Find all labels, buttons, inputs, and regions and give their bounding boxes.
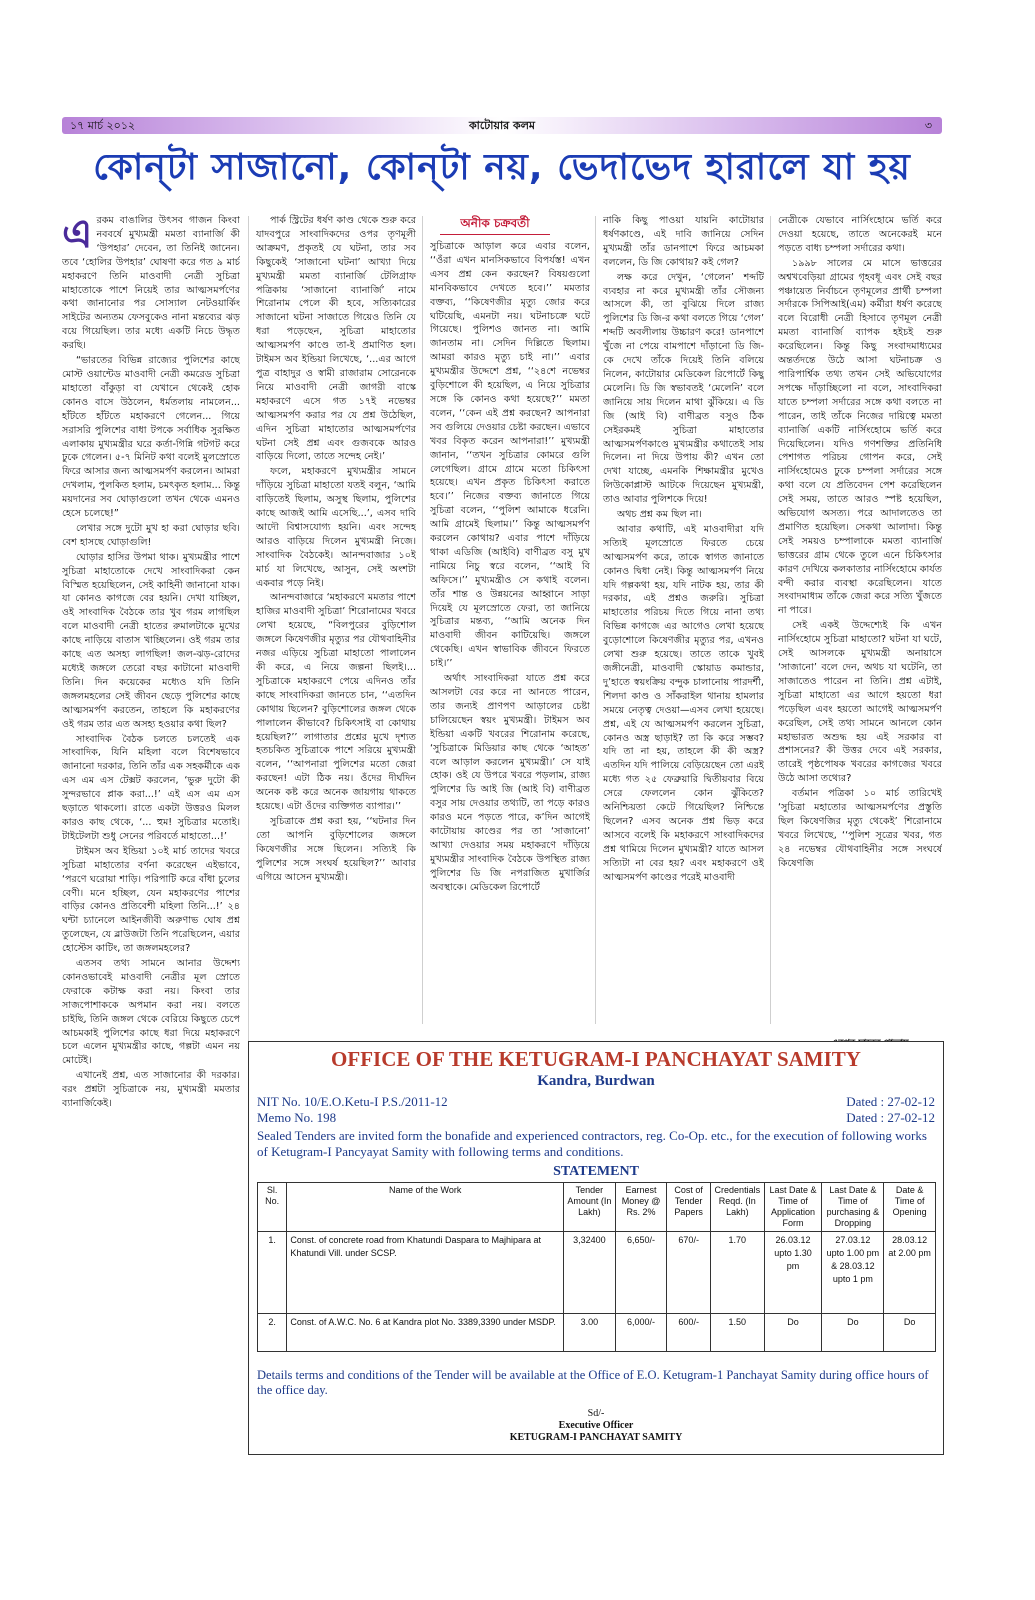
memo-date: Dated : 27-02-12 — [846, 1110, 935, 1125]
cell-application: 26.03.12 upto 1.30 pm — [764, 1232, 822, 1314]
cell-cost: 600/- — [667, 1314, 711, 1352]
paragraph: বর্তমান পত্রিকা ১০ মার্চ তারিখেই ‘সুচিত্রা মহাতোর আত্মসমর্পণের প্রস্তুতি ছিল কিষেণজির মৃত্যু থেকেই’ শিরোনামে খবরে লিখেছে, ‘‘পুলিশ সূত্রের খবর, গত ২৪ নভেম্বর যৌথবাহিনীর সঙ্গে সংঘর্ষে কিষেণজি — [778, 788, 942, 869]
cell-opening: Do — [884, 1314, 936, 1352]
table-header-row — [258, 1183, 936, 1232]
paper-name: কাটোয়ার কলম — [468, 119, 536, 132]
cell-purchase: Do — [822, 1314, 884, 1352]
paragraph: এখানেই প্রশ্ন, এত সাজানোর কী দরকার। বরং প্রশ্নটা সুচিত্রাকে নয়, মুখ্যমন্ত্রী মমতার ব্যানার্জিকেই। — [62, 1070, 240, 1110]
cell-sl: 1. — [258, 1232, 287, 1314]
paragraph: সুচিত্রাকে আড়াল করে এবার বলেন, ‘‘ওঁরা এখন মানসিকভাবে বিপর্যস্ত! এখন এসব প্রশ্ন কেন করছেন? বিষয়গুলো মানবিকভাবে দেখতে হবে।’’ মমতার বক্তব্য, ‘‘কিষেণজীর মৃত্যু জোর করে ঘটিয়েছি, এমনটা নয়। ঘটনাচক্রে ঘটে গিয়েছে। পুলিশও জানত না। আমি জানতাম না। সেদিন দিল্লিতে ছিলাম। আমরা কারও মৃত্যু চাই না।’’ এবার মুখ্যমন্ত্রীর উদ্দেশে প্রশ্ন, ‘‘২৪শে নভেম্বর বুড়িশোলে কী হয়েছিল, এ নিয়ে সুচিত্রার সঙ্গে কি কোনও কথা হয়েছে?’’ মমতা বলেন, ‘‘কেন এই প্রশ্ন করছেন? আপনারা সব গুলিয়ে দেওয়ার চেষ্টা করছেন। এভাবে খবর বিকৃত করেন আপনারা!’’ মুখ্যমন্ত্রী জানান, ‘‘তখন সুচিত্রার কোমরে গুলি লেগেছিল। গ্রামে গ্রামে মতো চিকিৎসা হয়েছে। এখন প্রকৃত চিকিৎসা করাতে হবে।’’ নিজের বক্তব্য জানাতে গিয়ে সুচিত্রা বলেন, ‘‘পুলিশ আমাকে ধরেনি। আমি গ্রামেই ছিলাম।’’ কিন্তু আত্মসমর্পণ করলেন কোথায়? এবার পাশে দাঁড়িয়ে থাকা এডিজি (আইবি) বাণীব্রত বসু মুখ নামিয়ে নিচু স্বরে বলেন, ‘‘আই বি অফিসে।’’ মুখ্যমন্ত্রীও সে কথাই বলেন। তাঁর শান্ত ও উন্নয়নের আহ্বানে সাড়া দিয়েই যে মূলস্রোতে ফেরা, তা জানিয়ে সুচিত্রার মন্তব্য, ‘‘আমি অনেক দিন মাওবাদী জীবন কাটিয়েছি। জঙ্গলে থেকেছি। এখন স্বাভাবিক জীবনে ফিরতে চাই।’’ — [430, 241, 590, 670]
paragraph: অথচ প্রশ্ন কম ছিল না। — [617, 509, 702, 521]
column-divider — [595, 216, 596, 1024]
author-byline: অনীক চক্রবর্তী — [460, 216, 530, 230]
article-column-2 — [256, 214, 416, 1032]
drop-cap: এ — [62, 214, 93, 257]
tender-intro: Sealed Tenders are invited form the bonafide and experienced contractors, reg. Co-Op. etc., for the execution of following works of Ketugram-I Pancyayat Samity with following terms and conditions. — [257, 1128, 927, 1159]
cell-credentials: 1.70 — [710, 1232, 764, 1314]
tender-footer: Details terms and conditions of the Tender will be available at the Office of E.O. Ketugram-1 Panchayat Samity during office hours of the office day. — [257, 1368, 929, 1397]
paragraph: নাকি কিছু পাওয়া যায়নি কাটোয়ার ধর্ষণকাণ্ডে, এই দাবি জানিয়ে সেদিন মুখ্যমন্ত্রী তাঁর ডানপাশে ফিরে আচমকা বললেন, ডি জি কোথায়? কই গেল? — [603, 215, 764, 268]
cell-sl: 2. — [258, 1314, 287, 1352]
tender-table — [257, 1182, 936, 1352]
cell-earnest: 6,650/- — [615, 1232, 667, 1314]
column-header: Earnest Money @ Rs. 2% — [615, 1183, 667, 1232]
headline: কোন্‌টা সাজানো, কোন্‌টা নয়, ভেদাভেদ হারালে যা হয় — [93, 147, 911, 188]
page-number: ৩ — [924, 119, 932, 132]
paragraph: সুচিত্রাকে প্রশ্ন করা হয়, ‘‘ঘটনার দিন তো আপনি বুড়িশোলের জঙ্গলে কিষেণজীর সঙ্গে ছিলেন। সত্যিই কি পুলিশের সঙ্গে সংঘর্ষ হয়েছিল?’’ আবার এগিয়ে আসেন মুখ্যমন্ত্রী। — [256, 815, 416, 883]
cell-amount: 3.00 — [564, 1314, 616, 1352]
paragraph: সেই একই উদ্দেশ্যেই কি এখন নার্সিংহোমে সুচিত্রা মাহাতো? ঘটনা যা ঘটে, সেই আসলকে মুখ্যমন্ত্রী অনায়াসে ‘সাজানো’ বলে দেন, অথচ যা ঘটেনি, তা সাজাতেও পারেন না তিনি। প্রশ্ন এটাই, সুচিত্রা মাহাতো এর আগে হয়তো ধরা পড়েছিল এবং হয়তো আগেই আত্মসমর্পণ করেছিল, সেই তথ্য সামনে আনলে কোন মহাভারত অশুদ্ধ হয় এই সরকার বা প্রশাসনের? কী উত্তর দেবে এই সরকার, তারেই পৃষ্ঠপোষক খবরের কাগজের খবরে উঠে আসা তথ্যের? — [778, 620, 942, 785]
column-divider — [422, 216, 423, 1024]
column-divider — [770, 216, 771, 1024]
tender-title: OFFICE OF THE KETUGRAM-I PANCHAYAT SAMITY — [331, 1047, 861, 1071]
cell-application: Do — [764, 1314, 822, 1352]
paragraph: রকম বাঙালির উৎসব গাজন কিংবা নববর্ষে মুখ্যমন্ত্রী মমতা ব্যানার্জি কী ‘উপহার’ দেবেন, তা তিনিই জানেন। তবে ‘হোলির উপহার’ ঘোষণা করে গত ৯ মার্চ মহাকরণে তিনি মাওবাদী নেত্রী সুচিত্রা মাহাতোকে পাশে নিয়েই তার আত্মসমর্পণের কথা জানানোর পর সোস্যাল নেটওয়ার্কিং সাইটের অন্যতম ফেসবুকেও নানা মন্তব্যের ঝড় বয়ে গিয়েছিল। তার মধ্যে একটি নিচে উদ্ধৃত করছি। — [62, 215, 240, 352]
issue-date: ১৭ মার্চ ২০১২ — [70, 119, 136, 132]
paragraph: সাংবাদিক বৈঠক চলতে চলতেই এক সাংবাদিক, যিনি মহিলা বলে বিশেষভাবে জানানো দরকার, তিনি তাঁর এক সহকর্মীকে এক এস এম এস টেক্সট করলেন, ‘ভুরু দুটো কী সুন্দরভাবে প্লাক করা...!’ এই এস এম এস ছড়াতে থাকলো। রাতে একটা উত্তরও মিলল কারও কাছ থেকে, ‘... হুম! সুচিত্রার মতোই। টাইটেলটা শুধু সেনের পরিবর্তে মাহাতো...!’ — [62, 733, 240, 842]
column-header: Credentials Reqd. (In Lakh) — [710, 1183, 764, 1232]
paragraph: “ভারতের বিভিন্ন রাজ্যের পুলিশের কাছে মোস্ট ওয়ান্টেড মাওবাদী নেত্রী কমরেড সুচিত্রা মাহাতো বাঁকুড়া বা যেখানে থেকেই হোক কোনও বাসে উঠলেন, ধর্মতলায় নামলেন... হাঁটতে হাঁটতে মহাকরণে গেলেন... গিয়ে সরাসরি পুলিশের বাধা টপকে সর্বাধিক সুরক্ষিত এলাকায় মুখ্যমন্ত্রীর ঘরে কর্তা-গিন্নি গটগট করে ঢুকে গেলেন। ৫-৭ মিনিট কথা বলেই মুলস্রোতে ফিরে আসার জন্য আত্মসমর্পণ করলেন। আমরা দেখলাম, পুলকিত হলাম, চমৎকৃত হলাম... কিন্তু ময়দানের সব ঘোড়াগুলো তখন থেকে এমনও হেসে চলেছে!” — [62, 355, 240, 520]
signature: Sd/- — [587, 1408, 605, 1419]
paragraph: লক্ষ করে দেখুন, ‘গেলেন’ শব্দটি ব্যবহার না করে মুখ্যমন্ত্রী তাঁর সৌজন্য আসলে কী, তা বুঝিয়ে দিলে রাজ্য পুলিশের ডি জি-র কথা বলতে গিয়ে ‘গেল’ শব্দটি অবলীলায় উচ্চারণ করে! ডানপাশে খুঁজে না পেয়ে বামপাশে দাঁড়ানো ডি জি-কে দেখে তাঁকে দিয়েই তিনি বলিয়ে নিলেন, কাটোয়ার মেডিকেল রিপোর্টে কিছু মেলেনি। ডি জি স্বভাবতই ‘মেলেনি’ বলে জানিয়ে সায় দিলেন মাথা ঝুঁকিয়ে। এ ডি জি (আই বি) বাণীব্রত বসুও ঠিক সেইরকমই সুচিত্রা মাহাতোর আত্মসমর্পণকাণ্ডে মুখ্যমন্ত্রীর কথাতেই সায় দিলেন। না দিয়ে উপায় কী? এখন তো দেখা যাচ্ছে, এমনকি শিক্ষামন্ত্রীর মুখেও লিউকোপ্লাস্ট আটকে দিয়েছেন মুখ্যমন্ত্রী, তাও আবার পুলিশকে দিয়ে! — [603, 271, 764, 506]
column-header: Sl. No. — [258, 1183, 287, 1232]
paragraph: অর্থাৎ সাংবাদিকরা যাতে প্রশ্ন করে আসলটা বের করে না আনতে পারেন, তার জন্যই প্রাণপণ আড়ালের চেষ্টা চালিয়েছেন স্বয়ং মুখ্যমন্ত্রী। টাইমস অব ইন্ডিয়া একটি খবরের শিরোনাম করেছে, ‘সুচিত্রাকে মিডিয়ার কাছ থেকে ‘আহত’ বলে আড়াল করলেন মুখ্যমন্ত্রী।’ সে যাই হোক। ওই যে উপরে খবরে পড়লাম, রাজ্য পুলিশের ডি আই জি (আই বি) বাণীব্রত বসুর সায় দেওয়ার তথ্যটি, তা পড়ে কারও কারও মনে পড়তে পারে, ক’দিন আগেই কাটোয়ায় কাণ্ডের পর তা ‘সাজানো’ আখ্যা দেওয়ার সময় মহাকরণে দাঁড়িয়ে মুখ্যমন্ত্রীর সাংবাদিক বৈঠকে উপস্থিত রাজ্য পুলিশের ডি জি নপরাজিত মুখার্জির অবস্থাকে। মেডিকেল রিপোর্টে — [430, 673, 590, 893]
cell-credentials: 1.50 — [710, 1314, 764, 1352]
cell-opening: 28.03.12 at 2.00 pm — [884, 1232, 936, 1314]
article-column-3 — [430, 240, 590, 1032]
paragraph: ১৯৯৮ সালের মে মাসে ভাত্তরের অশ্বখবেড়িয়া গ্রামের গৃহবধূ এবং সেই বছর পঞ্চায়েত নির্বাচনে তৃণমূলের প্রার্থী চম্পলা সর্দারকে সিপিআই(এম) কর্মীরা ধর্ষণ করেছে বলে বিরোধী নেত্রী হিসাবে তৃণমূল নেত্রী মমতা ব্যানার্জি ব্যাপক হইচই শুরু করেছিলেন। কিন্তু কিছু সংবাদমাধ্যমের অন্তর্তদন্তে উঠে আসা ঘটনাচক্র ও পারিপার্শ্বিক তথ্য তখন সেই অভিযোগের সপক্ষে দাঁড়াচ্ছিলো না বলে, সাংবাদিকরা যাতে চম্পলা সর্দারের সঙ্গে কথা বলতে না পারেন, তাই তাঁকে নিজের দায়িত্বে মমতা ব্যানার্জি একটি নার্সিংহোমে ভর্তি করে দিয়েছিলেন। যদিও গণশক্তির প্রতিনিধি পেশাগত পরিচয় গোপন করে, সেই নার্সিংহোমেও ঢুকে চম্পলা সর্দারের সঙ্গে কথা বলে যে প্রতিবেদন পেশ করেছিলেন সেই সময়, তাতে আরও স্পষ্ট হয়েছিল, অভিযোগ অসত্য। পরে আদালতেও তা প্রমাণিত হয়েছিল। সেকথা আলাদা। কিন্তু সেই সময়ও চম্পালাকে মমতা ব্যানার্জি ভাত্তরের গ্রাম থেকে তুলে এনে চিকিৎসার কারণ দেখিয়ে কলকাতার নার্সিংহোমে কার্যত বন্দী করার ব্যবস্থা করেছিলেন। যাতে সংবাদমাধ্যম তাঁকে জেরা করে সত্যি খুঁজতে না পারে। — [778, 257, 942, 617]
column-header: Cost of Tender Papers — [667, 1183, 711, 1232]
cell-work: Const. of A.W.C. No. 6 at Kandra plot No. 3389,3390 under MSDP. — [287, 1314, 564, 1352]
cell-amount: 3,32400 — [564, 1232, 616, 1314]
page-header-bar — [62, 117, 942, 134]
column-header: Tender Amount (In Lakh) — [564, 1183, 616, 1232]
column-header: Last Date & Time of purchasing & Dropping — [822, 1183, 884, 1232]
paragraph: আনন্দবাজারে ‘মহাকরণে মমতার পাশে হাজির মাওবাদী সুচিত্রা’ শিরোনামের খবরে লেখা হয়েছে, “বিলপুরের বুড়িশোল জঙ্গলে কিষেণজীর মৃত্যুর পর যৌথবাহিনীর নজর এড়িয়ে সুচিত্রা মাহাতো পালালেন কী করে, এ নিয়ে জল্পনা ছিলই।... সুচিত্রাকে মহাকরণে পেয়ে এদিনও তাঁর কাছে সাংবাদিকরা জানতে চান, ‘‘এতদিন কোথায় ছিলেন? বুড়িশোলের জঙ্গল থেকে পালালেন কীভাবে? চিকিৎসাই বা কোথায় হয়েছিল?’’ লাগাতার প্রশ্নের মুখে দৃশ্যত হতচকিত সুচিত্রাকে পাশে সরিয়ে মুখ্যমন্ত্রী বলেন, ‘‘আপনারা পুলিশের মতো জেরা করছেন! এটা ঠিক নয়। ওঁদের দীর্ঘদিন অনেক কষ্ট করে অনেক জায়গায় থাকতে হয়েছে। এটা ওঁদের ব্যক্তিগত ব্যাপার।’’ — [256, 592, 416, 813]
paragraph: ফলে, মহাকরণে মুখ্যমন্ত্রীর সামনে দাঁড়িয়ে সুচিত্রা মাহাতো যতই বলুন, ‘আমি বাড়িতেই ছিলাম, অসুস্থ ছিলাম, পুলিশের কাছে আজই আমি এসেছি...’, এসব দাবি আদৌ বিশ্বাসযোগ্য হয়নি। এবং সন্দেহ আরও বাড়িয়ে দিলেন মুখ্যমন্ত্রী নিজে। সাংবাদিক বৈঠকেই। আনন্দবাজার ১০ই মার্চ যা লিখেছে, আসুন, সেই অংশটা একবার পড়ে নিই। — [256, 466, 416, 589]
article-column-5 — [778, 214, 942, 1034]
paragraph: আবার কথাটি, এই মাওবাদীরা যদি সত্যিই মূলস্রোতে ফিরতে চেয়ে আত্মসমর্পণ করে, তাকে স্বাগত জানাতে কোনও দ্বিধা নেই। কিন্তু আত্মসমর্পণ নিয়ে যদি গল্পকথা হয়, যদি নাটক হয়, তার কী দরকার, এই প্রশ্নও জরুরি। সুচিত্রা মাহাতোর পরিচয় দিতে গিয়ে নানা তথ্য বিভিন্ন কাগজে এর আগেও লেখা হয়েছে বুড়োশোলে কিষেণজীর মৃত্যুর পর, এখনও লেখা শুরু হয়েছে। তাতে তাকে খুবই জঙ্গীনেত্রী, মাওবাদী স্কোয়াড কমান্ডার, দু’হাতে স্বয়ংক্রিয় বন্দুক চালানোয় পারদর্শী, শিলদা কাণ্ড ও সাঁকরাইল থানায় হামলার সময়ে নেতৃত্ব দেওয়া—এসব লেখা হয়েছে। প্রশ্ন, এই যে আত্মসমর্পণ করলেন সুচিত্রা, কোনও অস্ত্র ছাড়াই? তা কি করে সম্ভব? যদি তা না হয়, তাহলে কী কী অস্ত্র? এতদিন যদি পালিয়ে বেড়িয়েছেন তো এরই মধ্যে গত ২৫ ফেব্রুয়ারি দ্বিতীয়বার বিয়ে সেরে ফেললেন কোন ঝুঁকিতে? অনিশ্চিয়তা কেটে গিয়েছিল? নিশ্চিন্তে ছিলেন? এসব অনেক প্রশ্ন ভিড় করে আসবে বলেই কি মহাকরণে সাংবাদিকদের প্রশ্ন থামিয়ে দিলেন মুখ্যমন্ত্রী? যাতে আসল সত্যিটা না বের হয়? এবং মহাকরণে ওই আত্মসমর্পণ কাণ্ডের পরেই মাওবাদী — [603, 523, 764, 883]
paragraph: টাইমস অব ইন্ডিয়া ১০ই মার্চ তাদের খবরে সুচিত্রা মাহাতোর বর্ণনা করেছেন এইভাবে, ‘পরণে ঘরোয়া শাড়ি। পরিপাটি করে বাঁধা চুলের বেণী। মনে হচ্ছিল, যেন মহাকরণের পাশের বাড়ির কোনও প্রতিবেশী মহিলা তিনি...!’ ২৪ ঘন্টা চ্যানেলে আইনজীবী অরুণাভ ঘোষ প্রশ্ন তুলেছেন, যে ব্লাউজটা তিনি পরেছিলেন, এয়ার হোস্টেস কাটিং, তা জঙ্গলমহলের? — [62, 845, 240, 955]
statement-label: STATEMENT — [553, 1164, 639, 1179]
officer-title: Executive Officer — [558, 1420, 634, 1431]
office-name: KETUGRAM-I PANCHAYAT SAMITY — [509, 1432, 683, 1443]
nit-number: NIT No. 10/E.O.Ketu-I P.S./2011-12 — [257, 1094, 448, 1109]
column-header: Name of the Work — [287, 1183, 564, 1232]
paragraph: পার্ক স্ট্রিটের ধর্ষণ কাণ্ড থেকে শুরু করে যাদবপুরে সাংবাদিকদের ওপর তৃণমূলী আক্রমণ, প্রকৃতই যে ঘটনা, তার সব কিছুকেই ‘সাজানো ঘটনা’ আখ্যা দিয়ে মুখ্যমন্ত্রী মমতা ব্যানার্জি টেলিগ্রাফ পত্রিকায় ‘সাজানো ব্যানার্জি’ নামে শিরোনাম পেলে কী হবে, সত্যিকারের সাজানো ঘটনা সাজাতে গিয়েও তিনি যে ধরা পড়েছেন, সুচিত্রা মাহাতোর আত্মসমর্পণ কাণ্ডে তা-ই প্রমাণিত হল। টাইমস অব ইন্ডিয়া লিখেছে, ‘...এর আগে পুত্র বাহাদুর ও স্বামী রাজারাম সোরেনকে নিয়ে মাওবাদী নেত্রী জাগরী বাস্কে মহাকরণে এসে গত ১৭ই নভেম্বর আত্মসমর্পণ করার পর যে প্রশ্ন উঠেছিল, এদিন সুচিত্রা মাহাতোর আত্মসমর্পণের ঘটনা সেই প্রশ্ন এবং গুজবকে আরও বাড়িয়ে দিলো, তাতে সন্দেহ নেই।’ — [256, 215, 416, 463]
paragraph: এতসব তথ্য সামনে আনার উদ্দেশ্য কোনওভাবেই মাওবাদী নেত্রীর মূল স্রোতে ফেরাকে কটাক্ষ করা নয়। কিংবা তার সাজপোশাককে অপমান করা নয়। বলতে চাইছি, তিনি জঙ্গল থেকে বেরিয়ে কিছুতে চেপে আচমকাই পুলিশের কাছে ধরা দিয়ে মহাকরণে চলে এলেন মুখ্যমন্ত্রীর কাছে, গল্পটা এমন নয় মোটেই। — [62, 958, 240, 1067]
article-column-1 — [62, 214, 240, 1456]
cell-cost: 670/- — [667, 1232, 711, 1314]
tender-location: Kandra, Burdwan — [537, 1073, 655, 1089]
paragraph: নেত্রীকে যেভাবে নার্সিংহোমে ভর্তি করে দেওয়া হয়েছে, তাতে অনেকেরই মনে পড়তে বাধ্য চম্পলা সর্দারের কথা। — [778, 215, 942, 254]
cell-earnest: 6,000/- — [615, 1314, 667, 1352]
cell-purchase: 27.03.12 upto 1.00 pm & 28.03.12 upto 1 pm — [822, 1232, 884, 1314]
byline-rule — [440, 234, 550, 235]
paragraph: লেখার সঙ্গে দুটো মুখ হা করা ঘোড়ার ছবি। বেশ হাসছে ঘোড়াগুলি! — [62, 522, 240, 548]
cell-work: Const. of concrete road from Khatundi Daspara to Majhipara at Khatundi Vill. under SCSP. — [287, 1232, 564, 1314]
nit-date: Dated : 27-02-12 — [846, 1094, 935, 1109]
table-row — [258, 1314, 936, 1352]
memo-number: Memo No. 198 — [257, 1110, 337, 1125]
column-header: Date & Time of Opening — [884, 1183, 936, 1232]
paragraph: ঘোড়ার হাসির উপমা থাক। মুখ্যমন্ত্রীর পাশে সুচিত্রা মাহাতোকে দেখে সাংবাদিকরা কেন বিস্মিত হয়েছিলেন, সেই কাহিনী জানানো যাক। যা কোনও কাগজে বের হয়নি। দেখা যাচ্ছিল, ওই সাংবাদিক বৈঠকে তার খুব গরম লাগছিল বলে মাওবাদী নেত্রী হাতের রুমালটাকে মুখের কাছে নাড়িয়ে বাতাস খাচ্ছিলেন। ওই গরম তার কাছে এত অসহ্য লাগছিল! জল-ঝড়-রোদের মধ্যেই জঙ্গলে তেরো বছর কাটানো মাওবাদী তিনি। দিন কয়েকের মধ্যেও যদি তিনি জঙ্গলমহলের সেই জীবন ছেড়ে পুলিশের কাছে আত্মসমর্পণ করতেন, তাহলে কি মহাকরণের ওই গরম তার এত অসহ্য হওয়ার কথা ছিল? — [62, 551, 240, 730]
article-column-4 — [603, 214, 764, 1032]
tender-notice — [248, 1041, 944, 1455]
table-row — [258, 1232, 936, 1314]
column-header: Last Date & Time of Application Form — [764, 1183, 822, 1232]
